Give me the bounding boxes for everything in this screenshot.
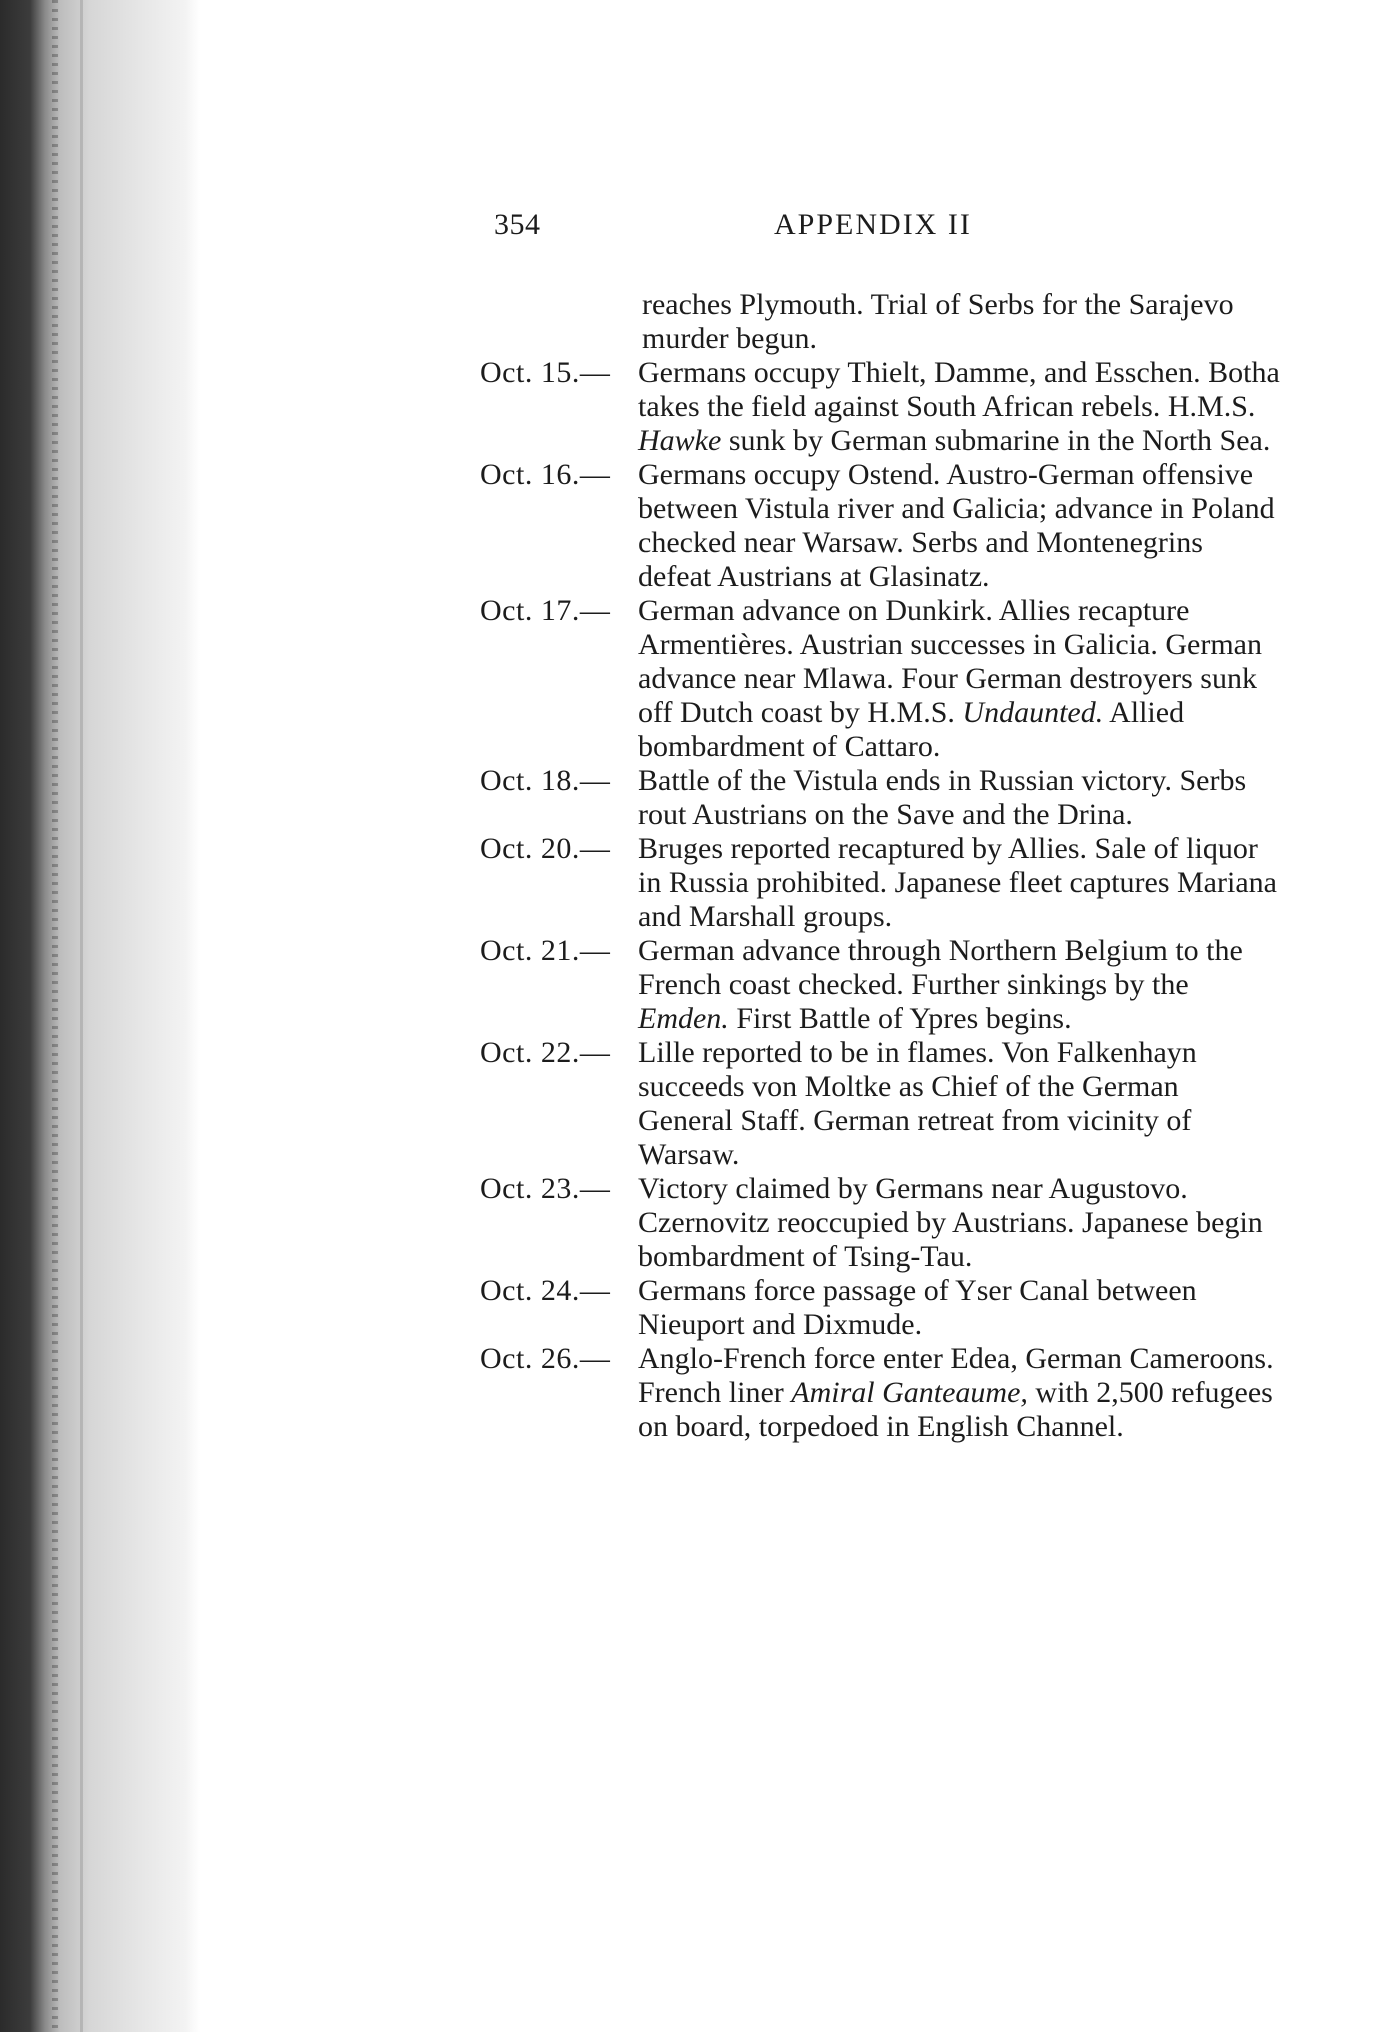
entry-text: Germans occupy Thielt, Damme, and Esschen. Botha takes the field against South African rebels. H.M.S. Hawke sunk by German submarine in the North Sea. xyxy=(638,356,1280,457)
entry-date: Oct. 16.— xyxy=(480,458,611,491)
entry-date: Oct. 18.— xyxy=(480,764,611,797)
chronology-entry xyxy=(480,458,1280,594)
page-edge-texture xyxy=(52,0,58,2032)
running-head: APPENDIX II xyxy=(774,208,972,241)
book-page-edge xyxy=(0,0,200,2032)
chronology-entry xyxy=(480,934,1280,1036)
chronology-entry xyxy=(480,1274,1280,1342)
entry-date: Oct. 20.— xyxy=(480,832,611,865)
chronology-entry xyxy=(480,832,1280,934)
chronology-entry xyxy=(480,1342,1280,1444)
entry-text: German advance through Northern Belgium to the French coast checked. Further sinkings by the Emden. First Battle of Ypres begins. xyxy=(638,934,1243,1035)
chronology-entry xyxy=(480,1036,1280,1172)
entry-date: Oct. 26.— xyxy=(480,1342,611,1375)
chronology-entry xyxy=(480,594,1280,764)
entry-text: Bruges reported recaptured by Allies. Sale of liquor in Russia prohibited. Japanese fleet captures Mariana and Marshall groups. xyxy=(638,832,1277,933)
entry-text: Germans occupy Ostend. Austro-German offensive between Vistula river and Galicia; advance in Poland checked near Warsaw. Serbs and Montenegrins defeat Austrians at Glasinatz. xyxy=(638,458,1275,593)
entry-text: Battle of the Vistula ends in Russian victory. Serbs rout Austrians on the Save and the Drina. xyxy=(638,764,1247,831)
page-edge-line xyxy=(80,0,83,2032)
chronology-entry xyxy=(480,764,1280,832)
page-header xyxy=(494,208,1274,252)
entry-date: Oct. 15.— xyxy=(480,356,611,389)
entry-date: Oct. 21.— xyxy=(480,934,611,967)
entry-text: Germans force passage of Yser Canal between Nieuport and Dixmude. xyxy=(638,1274,1197,1341)
entry-text: Anglo-French force enter Edea, German Cameroons. French liner Amiral Ganteaume, with 2,500 refugees on board, torpedoed in English Channel. xyxy=(638,1342,1274,1443)
entry-text: German advance on Dunkirk. Allies recapture Armentières. Austrian successes in Galicia. German advance near Mlawa. Four German destroyers sunk off Dutch coast by H.M.S. Undaunted. Allied bombardment of Cattaro. xyxy=(638,594,1262,763)
chronology-entry xyxy=(480,1172,1280,1274)
chronology-list xyxy=(480,288,1280,1444)
entry-text: Victory claimed by Germans near Augustovo. Czernovitz reoccupied by Austrians. Japanese begin bombardment of Tsing-Tau. xyxy=(638,1172,1263,1273)
continuation-text: reaches Plymouth. Trial of Serbs for the Sarajevo murder begun. xyxy=(642,288,1234,355)
entry-date: Oct. 24.— xyxy=(480,1274,611,1307)
continuation-paragraph xyxy=(480,288,1280,356)
entry-date: Oct. 22.— xyxy=(480,1036,611,1069)
chronology-entry xyxy=(480,356,1280,458)
entry-date: Oct. 17.— xyxy=(480,594,611,627)
entry-text: Lille reported to be in flames. Von Falkenhayn succeeds von Moltke as Chief of the German General Staff. German retreat from vicinity of Warsaw. xyxy=(638,1036,1197,1171)
entry-date: Oct. 23.— xyxy=(480,1172,611,1205)
page-number: 354 xyxy=(494,208,541,241)
